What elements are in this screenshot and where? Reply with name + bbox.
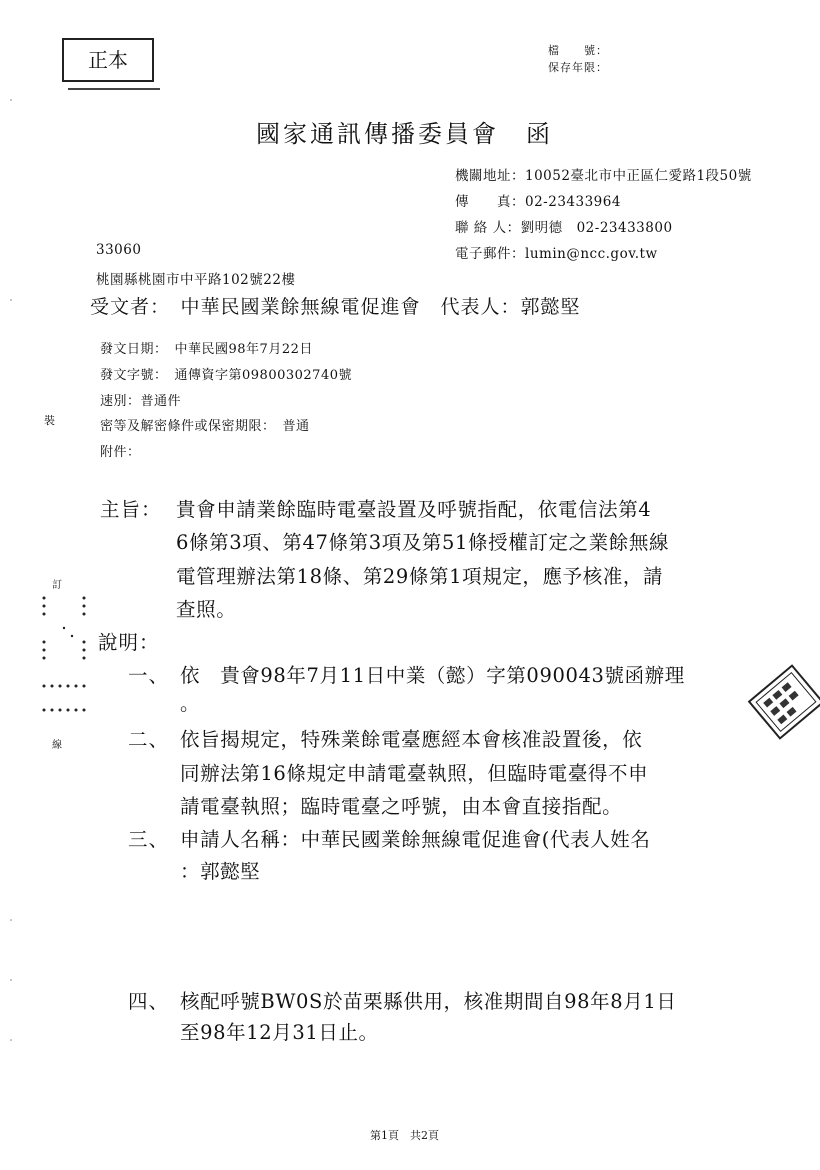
item-line: 依 貴會98年7月11日中業（懿）字第090043號函辦理 (180, 664, 685, 687)
subject-line: 查照。 (176, 598, 237, 621)
binding-margin (38, 400, 98, 760)
subject-line: 貴會申請業餘臨時電臺設置及呼號指配，依電信法第4 (176, 498, 652, 521)
subject-line: 6條第3項、第47條第3項及第51條授權訂定之業餘無線 (176, 531, 670, 554)
item-number: 三、 (128, 828, 170, 851)
official-seal-icon (741, 657, 820, 747)
page-number: 第1頁 共2頁 (370, 1129, 439, 1142)
document-title: 國家通訊傳播委員會 函 (256, 120, 553, 148)
recipient-street: 桃園縣桃園市中平路102號22樓 (96, 272, 296, 288)
reference-number: 發文字號： 通傳資字第09800302740號 (100, 368, 352, 383)
item-number: 二、 (128, 728, 170, 751)
subject-line: 電管理辦法第18條、第29條第1項規定，應予核准，請 (176, 565, 664, 588)
archive-number: 檔 號： (548, 44, 608, 57)
original-copy-stamp: 正本 (62, 38, 154, 82)
postal-code: 33060 (96, 242, 142, 258)
binding-mark-top: 裝 (44, 414, 56, 427)
contact-person: 聯 絡 人：劉明德 02-23433800 (455, 220, 673, 236)
subject-label: 主旨： (100, 498, 162, 521)
item-line: 請電臺執照；臨時電臺之呼號，由本會直接指配。 (180, 795, 623, 818)
agency-address: 機關地址：10052臺北市中正區仁愛路1段50號 (455, 168, 752, 184)
binding-mark-bottom: 線 (52, 740, 63, 751)
item-line: 核配呼號BW0S於苗栗縣供用，核准期間自98年8月1日 (180, 990, 677, 1013)
binding-mark-middle: 訂 (52, 580, 63, 591)
attachments: 附件： (100, 445, 141, 460)
item-number: 四、 (128, 990, 170, 1013)
item-line: 同辦法第16條規定申請電臺執照，但臨時電臺得不申 (180, 762, 649, 785)
delivery-speed: 速別：普通件 (100, 394, 182, 409)
recipient-line: 受文者： 中華民國業餘無線電促進會 代表人：郭懿堅 (90, 296, 581, 318)
contact-email: 電子郵件：lumin@ncc.gov.tw (455, 246, 658, 262)
item-line: 至98年12月31日止。 (180, 1021, 379, 1044)
retention-period: 保存年限： (548, 61, 608, 74)
item-line: 依旨揭規定，特殊業餘電臺應經本會核准設置後，依 (180, 728, 643, 751)
item-line: 。 (180, 692, 201, 715)
item-number: 一、 (128, 664, 170, 687)
agency-fax: 傳 真：02-23433964 (455, 194, 621, 210)
item-line: 申請人名稱：中華民國業餘無線電促進會(代表人姓名 (180, 828, 651, 851)
item-line: ：郭懿堅 (180, 860, 261, 883)
security-level: 密等及解密條件或保密期限： 普通 (100, 419, 310, 434)
issue-date: 發文日期： 中華民國98年7月22日 (100, 342, 313, 357)
explanation-label: 說明： (98, 631, 160, 654)
binding-dots (38, 590, 98, 740)
scan-edge-marks (8, 0, 14, 1170)
